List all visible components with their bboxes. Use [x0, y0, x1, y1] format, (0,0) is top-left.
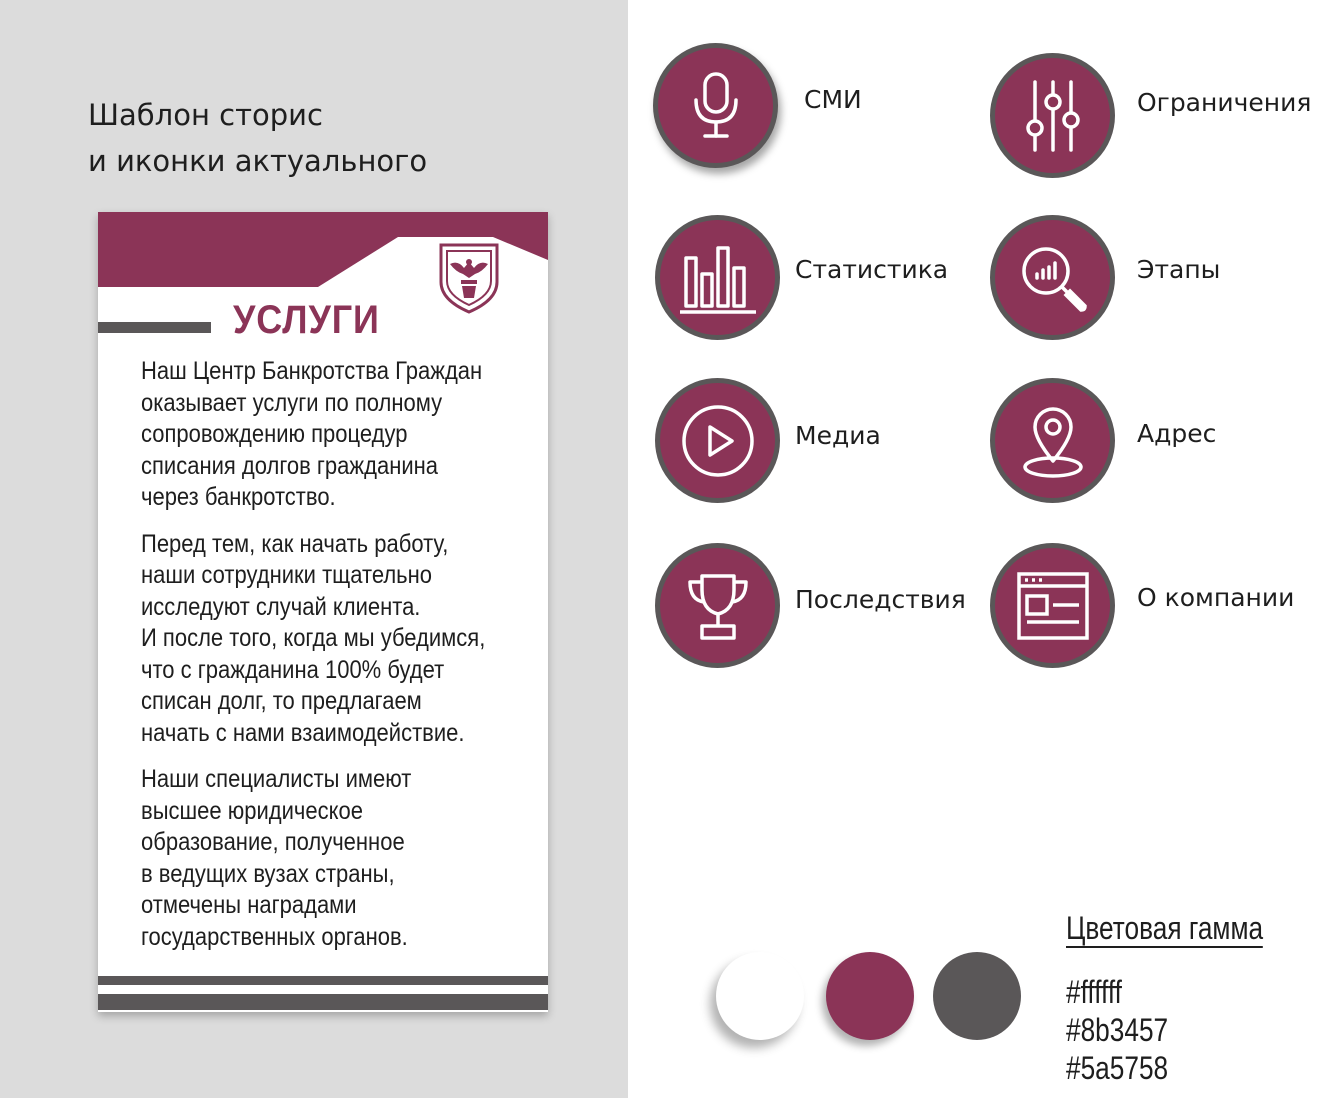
map-pin-icon[interactable] [990, 378, 1115, 503]
icon-label-about: О компании [1137, 583, 1295, 612]
hex-white: #ffffff [1066, 974, 1122, 1010]
browser-window-icon[interactable] [990, 543, 1115, 668]
magnifier-chart-icon[interactable] [990, 215, 1115, 340]
page-heading [88, 92, 427, 184]
story-template-card [98, 212, 548, 1012]
story-title: УСЛУГИ [233, 298, 380, 342]
swatch-gray [933, 952, 1021, 1040]
palette-title: Цветовая гамма [1066, 910, 1264, 946]
swatch-primary [826, 952, 914, 1040]
trophy-icon[interactable] [655, 543, 780, 668]
eagle-shield-icon [438, 242, 500, 314]
icon-label-address: Адрес [1137, 419, 1217, 448]
footer-stripe-thin [98, 976, 548, 985]
sliders-icon[interactable] [990, 53, 1115, 178]
story-paragraph-3: Наши специалисты имеют высшее юридическое образование, полученное в ведущих вузах страны, отмечены наградами государственных органов. [141, 765, 412, 951]
swatch-white [716, 952, 804, 1040]
bar-chart-icon[interactable] [655, 215, 780, 340]
icon-label-consequences: Последствия [795, 585, 966, 614]
icon-label-media: Медиа [795, 421, 881, 450]
footer-stripe-thick [98, 994, 548, 1010]
hex-gray: #5a5758 [1066, 1050, 1169, 1086]
heading-line-2: и иконки актуального [88, 144, 428, 178]
icon-label-smi: СМИ [804, 85, 862, 114]
story-paragraph-1: Наш Центр Банкротства Граждан оказывает услуги по полному сопровождению процедур списания долгов гражданина через банкротство. [141, 357, 483, 511]
story-paragraph-2: Перед тем, как начать работу, наши сотрудники тщательно исследуют случай клиента. И после того, когда мы убедимся, что с гражданина 100% будет списан долг, то предлагаем начать с нами взаимодействие. [141, 529, 486, 747]
story-body [141, 356, 493, 968]
icon-label-stages: Этапы [1137, 255, 1221, 284]
microphone-icon[interactable] [653, 43, 778, 168]
title-accent-bar [98, 322, 211, 333]
heading-line-1: Шаблон сторис [88, 98, 323, 132]
icon-label-restrictions: Ограничения [1137, 88, 1312, 117]
icon-label-statistics: Статистика [795, 255, 949, 284]
hex-primary: #8b3457 [1066, 1012, 1169, 1048]
play-icon[interactable] [655, 378, 780, 503]
